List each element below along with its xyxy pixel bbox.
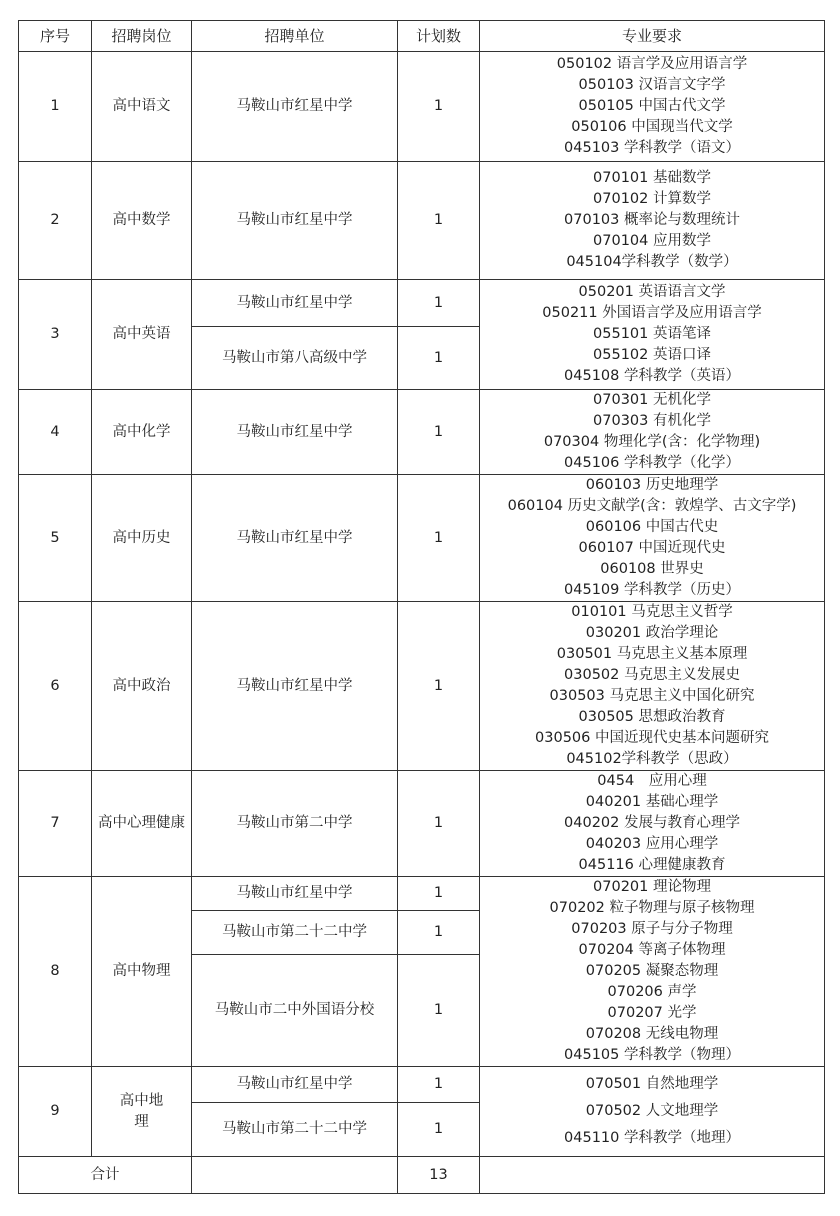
major-item: 045106 学科教学（化学） [564,455,740,471]
major-item: 045104学科教学（数学） [566,254,738,270]
group-3 [19,280,825,390]
unit-cell: 马鞍山市红星中学 [192,52,398,162]
total-label: 合计 [19,1157,192,1194]
major-item: 070303 有机化学 [593,413,711,429]
unit-cell: 马鞍山市二中外国语分校 [192,955,398,1067]
major-item: 070103 概率论与数理统计 [564,212,740,228]
major-item: 070501 自然地理学 [585,1076,719,1092]
major-item: 070208 无线电物理 [585,1026,719,1042]
major-cell [480,771,825,877]
header-row [19,21,825,52]
major-item: 045108 学科教学（英语） [564,368,740,384]
plan-cell: 1 [398,1103,480,1157]
major-cell [480,1067,825,1157]
seq-cell: 7 [19,771,92,877]
unit-cell: 马鞍山市第八高级中学 [192,327,398,390]
unit-cell: 马鞍山市第二十二中学 [192,1103,398,1157]
major-item: 070102 计算数学 [593,191,711,207]
major-item: 070207 光学 [607,1005,697,1021]
unit-cell: 马鞍山市第二中学 [192,771,398,877]
seq-cell: 8 [19,877,92,1067]
table-row [19,602,825,771]
group-4 [19,390,825,475]
major-item: 050102 语言学及应用语言学 [556,56,748,72]
seq-cell: 3 [19,280,92,390]
group-1 [19,52,825,162]
total-plan: 13 [398,1157,480,1194]
major-item: 030506 中国近现代史基本问题研究 [535,730,769,746]
unit-cell: 马鞍山市第二十二中学 [192,911,398,955]
major-item: 055102 英语口译 [593,347,711,363]
major-cell [480,877,825,1067]
plan-cell: 1 [398,162,480,280]
major-cell [480,280,825,390]
header-major: 专业要求 [480,21,825,52]
group-9 [19,1067,825,1157]
major-item: 070104 应用数学 [593,233,711,249]
plan-cell: 1 [398,877,480,911]
major-item: 070101 基础数学 [593,170,711,186]
seq-cell: 2 [19,162,92,280]
major-item: 070205 凝聚态物理 [585,963,719,979]
major-item: 045102学科教学（思政） [566,751,738,767]
major-cell [480,162,825,280]
group-8 [19,877,825,1067]
total-row [19,1157,825,1194]
major-cell [480,52,825,162]
seq-cell: 1 [19,52,92,162]
major-item: 040203 应用心理学 [585,836,719,852]
unit-cell: 马鞍山市红星中学 [192,602,398,771]
table-row [19,877,825,911]
header-position: 招聘岗位 [92,21,192,52]
group-2 [19,162,825,280]
position-cell: 高中政治 [92,602,192,771]
unit-cell: 马鞍山市红星中学 [192,162,398,280]
header-seq: 序号 [19,21,92,52]
major-item: 040202 发展与教育心理学 [564,815,740,831]
major-item: 050211 外国语言学及应用语言学 [542,305,762,321]
major-item: 030505 思想政治教育 [578,709,726,725]
plan-cell: 1 [398,602,480,771]
major-item: 045103 学科教学（语文） [564,140,740,156]
major-item: 045116 心理健康教育 [578,857,726,873]
major-item: 030201 政治学理论 [585,625,719,641]
major-item: 050201 英语语言文学 [578,284,726,300]
recruitment-table [18,20,825,1194]
major-item: 070301 无机化学 [593,392,711,408]
unit-cell: 马鞍山市红星中学 [192,390,398,475]
major-item: 070304 物理化学(含：化学物理) [543,434,761,450]
plan-cell: 1 [398,390,480,475]
plan-cell: 1 [398,475,480,602]
header-unit: 招聘单位 [192,21,398,52]
table-row [19,280,825,327]
major-item: 050103 汉语言文字学 [578,77,726,93]
group-6 [19,602,825,771]
table-row [19,162,825,280]
position-cell: 高中心理健康 [92,771,192,877]
table-row [19,390,825,475]
major-item: 030502 马克思主义发展史 [564,667,740,683]
unit-cell: 马鞍山市红星中学 [192,475,398,602]
group-7 [19,771,825,877]
header-plan: 计划数 [398,21,480,52]
major-item: 070201 理论物理 [593,879,711,895]
major-item: 045105 学科教学（物理） [564,1047,740,1063]
position-cell: 高中化学 [92,390,192,475]
position-cell: 高中英语 [92,280,192,390]
table-row [19,475,825,602]
major-item: 070206 声学 [607,984,697,1000]
seq-cell: 5 [19,475,92,602]
major-item: 060107 中国近现代史 [578,540,726,556]
major-item: 045109 学科教学（历史） [564,582,740,598]
plan-cell: 1 [398,911,480,955]
major-item: 060103 历史地理学 [585,477,719,493]
unit-cell: 马鞍山市红星中学 [192,280,398,327]
plan-cell: 1 [398,52,480,162]
major-item: 060106 中国古代史 [585,519,719,535]
major-item: 040201 基础心理学 [585,794,719,810]
position-cell: 高中数学 [92,162,192,280]
plan-cell: 1 [398,771,480,877]
major-item: 060104 历史文献学(含：敦煌学、古文字学) [507,498,797,514]
major-item: 070203 原子与分子物理 [571,921,733,937]
major-item: 010101 马克思主义哲学 [571,604,733,620]
plan-cell: 1 [398,955,480,1067]
table-row [19,52,825,162]
seq-cell: 6 [19,602,92,771]
position-cell: 高中物理 [92,877,192,1067]
plan-cell: 1 [398,327,480,390]
unit-cell: 马鞍山市红星中学 [192,877,398,911]
major-item: 0454 应用心理 [597,773,707,789]
plan-cell: 1 [398,280,480,327]
position-cell: 高中语文 [92,52,192,162]
group-5 [19,475,825,602]
major-item: 050106 中国现当代文学 [571,119,733,135]
seq-cell: 9 [19,1067,92,1157]
plan-cell: 1 [398,1067,480,1103]
position-cell: 高中地理 [92,1067,192,1157]
major-cell [480,475,825,602]
total-major-empty [480,1157,825,1194]
major-item: 030503 马克思主义中国化研究 [549,688,755,704]
major-cell [480,390,825,475]
major-cell [480,602,825,771]
unit-cell: 马鞍山市红星中学 [192,1067,398,1103]
major-item: 045110 学科教学（地理） [564,1130,740,1146]
major-item: 060108 世界史 [600,561,704,577]
major-item: 070202 粒子物理与原子核物理 [549,900,755,916]
table-row [19,771,825,877]
seq-cell: 4 [19,390,92,475]
major-item: 070502 人文地理学 [585,1103,719,1119]
total-section [19,1157,825,1194]
total-unit-empty [192,1157,398,1194]
major-item: 070204 等离子体物理 [578,942,726,958]
major-item: 055101 英语笔译 [593,326,711,342]
table-row [19,1067,825,1103]
major-item: 050105 中国古代文学 [578,98,726,114]
major-item: 030501 马克思主义基本原理 [556,646,748,662]
position-cell: 高中历史 [92,475,192,602]
